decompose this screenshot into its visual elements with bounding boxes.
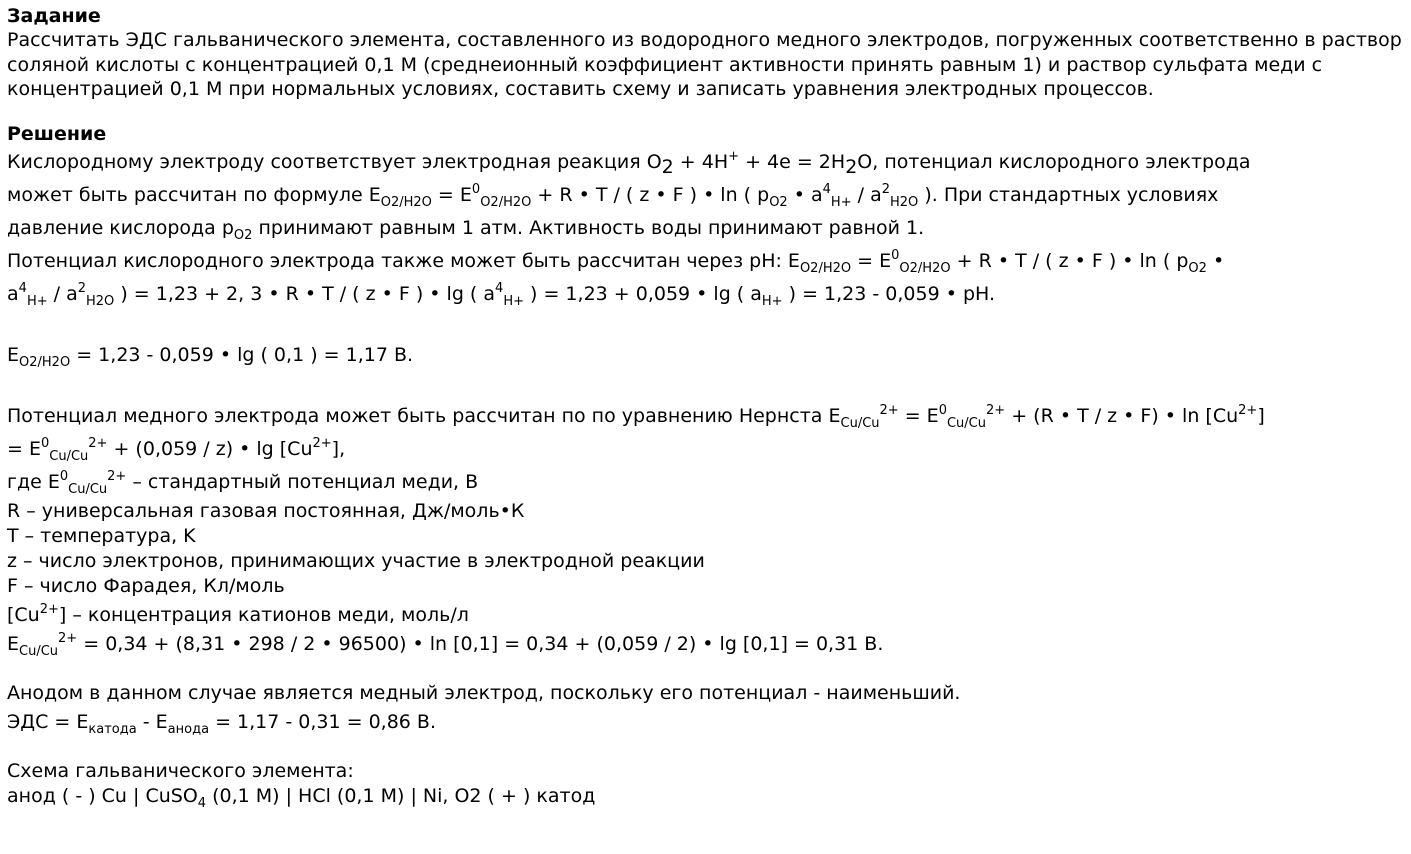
spacer [7,657,1407,681]
oxygen-pressure-line: давление кислорода $p_{O2}$ принимают равным 1 атм. Активность воды принимают равной 1. [7,216,925,243]
copper-where-line: где $E^0_{Cu/Cu}^{2+}$ – стандартный потенциал меди, В [7,468,479,497]
anode-line: Анодом в данном случае является медный электрод, поскольку его потенциал - наименьший. [7,681,961,704]
definition-r: R – универсальная газовая постоянная, Дж/моль•К [7,499,525,522]
oxygen-result-line: $E_{O2/H2O} = 1,23 - 0,059$ • lg ( 0,1 ) = 1,17 В. [7,343,414,370]
oxygen-reaction-line: Кислородному электроду соответствует электродная реакция $O_2 + 4H^+ + 4e = 2H_2O$, потенциал кислородного электрода [7,148,1251,178]
spacer [7,311,1407,339]
spacer [7,102,1407,122]
task-text: Рассчитать ЭДС гальванического элемента, составленного из водородного медного электродов, погруженных соответственно в раствор соляной кислоты с концентрацией 0,1 М (среднеионный коэффициент активности принять равным 1) и раствор сульфата меди с концентрацией 0,1 М при нормальных условиях, составить схему и записать уравнения электродных процессов. [7,29,1402,100]
copper-calc-line: $E_{Cu/Cu}^{2+} = 0,34 + (8,31$ • 298 / 2 • 96500) • ln [0,1] = 0,34 + (0,059 / 2) • lg [0,1] = 0,31 В. [7,630,884,659]
task-heading: Задание [7,5,101,27]
emf-line: ЭДС = $E_{катода} - E_{анода} = 1,17 - 0,31 = 0,86$ В. [7,710,436,737]
oxygen-ph-line-2: $a^4_{H+} / a^2_{H2O}$ ) = 1,23 + 2, 3 • R • T / ( z • F ) • lg ( $a^4_{H+}$ ) = 1,23 + 0,059 • lg ( $a_{H+}$ ) = 1,23 - 0,059 • pH. [7,280,996,309]
definition-z: z – число электронов, принимающих участие в электродной реакции [7,549,705,572]
scheme-heading: Схема гальванического элемента: [7,759,354,782]
definition-cu: $[Cu^{2+}]$ – концентрация катионов меди, моль/л [7,601,469,626]
spacer [7,739,1407,759]
oxygen-ph-line-1: Потенциал кислородного электрода также может быть рассчитан через pH: $E_{O2/H2O} = E^0_{O2/H2O} + R$ • T / ( z • F ) • ln ( $p_{O2}$ • [7,247,1225,276]
copper-nernst-line-2: = $E^0_{Cu/Cu}^{2+} + (0,059 / z)$ • $\lg [Cu^{2+}]$, [7,435,346,464]
spacer [7,372,1407,400]
copper-nernst-line: Потенциал медного электрода может быть рассчитан по по уравнению Нернста $E_{Cu/Cu}^{2+} = E^0_{Cu/Cu}^{2+} + (R$ • T / z • F) • $\ln [Cu^{2+}]$ [7,402,1265,431]
definition-f: F – число Фарадея, Кл/моль [7,574,285,597]
solution-heading: Решение [7,122,107,145]
oxygen-formula-line: может быть рассчитан по формуле $E_{O2/H2O} = E^0_{O2/H2O} + R$ • T / ( z • F ) • ln ( $p_{O2}$ • $a^4_{H+} / a^2_{H2O}$ ). При стандартных условиях [7,181,1219,210]
definition-t: T – температура, K [7,524,196,547]
scheme-line: анод ( - ) Cu | CuSO$_4$ (0,1 M) | HCl (0,1 M) | Ni, O2 ( + ) катод [7,784,596,811]
